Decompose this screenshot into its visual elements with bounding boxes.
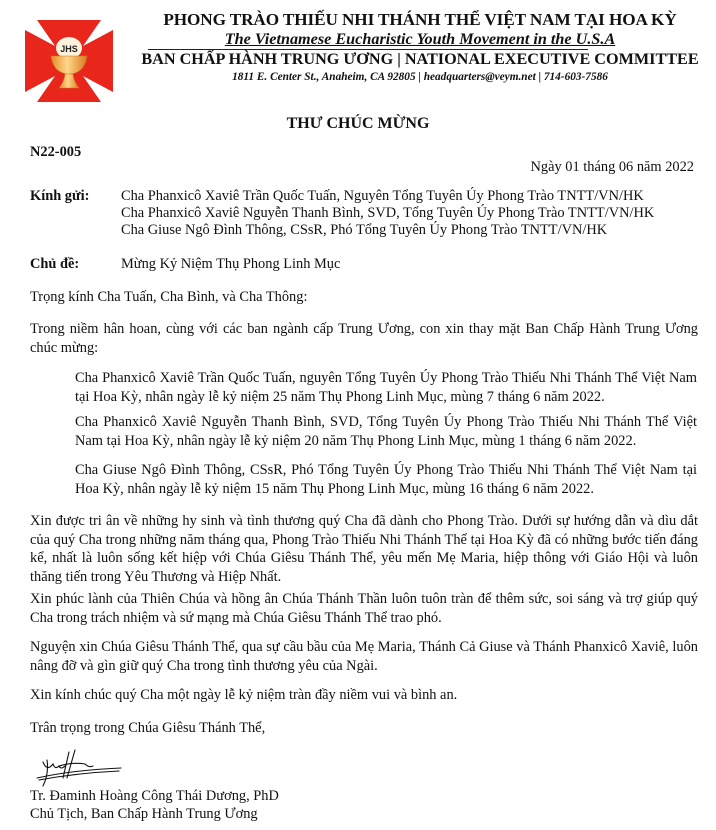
- jhs-chalice-cross-logo: [25, 20, 113, 102]
- recipient: Cha Phanxicô Xaviê Nguyễn Thanh Bình, SVD, Tổng Tuyên Úy Phong Trào TNTT/VN/HK: [121, 205, 655, 221]
- recipient: Cha Phanxicô Xaviê Trần Quốc Tuấn, Nguyên Tổng Tuyên Úy Phong Trào TNTT/VN/HK: [121, 188, 644, 204]
- congrats-item: Cha Giuse Ngô Đình Thông, CSsR, Phó Tổng Tuyên Úy Phong Trào Thiếu Nhi Thánh Thể Việt Nam tại Hoa Kỳ, nhân ngày lễ kỷ niệm 15 năm Thụ Phong Linh Mục, mùng 16 tháng 6 năm 2022.: [75, 462, 697, 497]
- contact-line: 1811 E. Center St., Anaheim, CA 92805 | headquarters@veym.net | 714-603-7586: [232, 71, 608, 83]
- org-name-vi: PHONG TRÀO THIẾU NHI THÁNH THỂ VIỆT NAM TẠI HOA KỲ: [163, 10, 677, 29]
- closing-line: Trân trọng trong Chúa Giêsu Thánh Thể,: [30, 720, 266, 736]
- signer-block: [30, 788, 279, 823]
- handwritten-signature: [33, 748, 123, 788]
- intro-paragraph: Trong niềm hân hoan, cùng với các ban ngành cấp Trung Ương, con xin thay mặt Ban Chấp Hành Trung Ương chúc mừng:: [30, 321, 698, 356]
- congrats-item: Cha Phanxicô Xaviê Trần Quốc Tuấn, nguyên Tổng Tuyên Úy Phong Trào Thiếu Nhi Thánh Thể Việt Nam tại Hoa Kỳ, nhân ngày lễ kỷ niệm 25 năm Thụ Phong Linh Mục, mùng 7 tháng 6 năm 2022.: [75, 370, 697, 405]
- congrats-item: Cha Phanxicô Xaviê Nguyễn Thanh Bình, SVD, Tổng Tuyên Úy Phong Trào Thiếu Nhi Thánh Thể Việt Nam tại Hoa Kỳ, nhân ngày lễ kỷ niệm 20 năm Thụ Phong Linh Mục, mùng 1 tháng 6 năm 2022.: [75, 414, 697, 449]
- letter-date: Ngày 01 tháng 06 năm 2022: [530, 159, 694, 175]
- recipients-list: [121, 188, 654, 239]
- body-paragraph: Xin kính chúc quý Cha một ngày lễ kỷ niệm tràn đầy niềm vui và bình an.: [30, 687, 458, 703]
- org-name-en: The Vietnamese Eucharistic Youth Movement in the U.S.A: [224, 30, 616, 48]
- reference-number: N22-005: [30, 144, 82, 160]
- letter-title: THƯ CHÚC MỪNG: [286, 115, 430, 132]
- recipient: Cha Giuse Ngô Đình Thông, CSsR, Phó Tổng Tuyên Úy Phong Trào TNTT/VN/HK: [121, 222, 608, 238]
- body-paragraph: Nguyện xin Chúa Giêsu Thánh Thể, qua sự cầu bầu của Mẹ Maria, Thánh Cả Giuse và Thánh Phanxicô Xaviê, luôn nâng đỡ và gìn giữ quý Cha trong tình thương yêu của Ngài.: [30, 639, 698, 674]
- subject-label: Chủ đề:: [30, 256, 80, 272]
- subject-text: Mừng Kỷ Niệm Thụ Phong Linh Mục: [121, 256, 341, 272]
- committee-name: BAN CHẤP HÀNH TRUNG ƯƠNG | NATIONAL EXECUTIVE COMMITTEE: [141, 50, 699, 68]
- salutation: Trọng kính Cha Tuấn, Cha Bình, và Cha Thông:: [30, 289, 308, 305]
- to-label: Kính gửi:: [30, 188, 90, 204]
- signer-title: Chủ Tịch, Ban Chấp Hành Trung Ương: [30, 805, 258, 822]
- logo-jhs-text: JHS: [60, 44, 78, 54]
- body-paragraph: Xin được tri ân về những hy sinh và tình thương quý Cha đã dành cho Phong Trào. Dưới sự hướng dẫn và dìu dắt của quý Cha trong những năm tháng qua, Phong Trào Thiếu Nhi Thánh Thể tại Hoa Kỳ đã có những bước tiến đáng kể, nhất là luôn sống kết hiệp với Chúa Giêsu Thánh Thể, yêu mến Mẹ Maria, hiệp thông với Giáo Hội và luôn thăng tiến trong Yêu Thương và Hiệp Nhất.: [30, 513, 698, 585]
- signer-name: Tr. Đaminh Hoàng Công Thái Dương, PhD: [30, 788, 279, 804]
- body-paragraph: Xin phúc lành của Thiên Chúa và hồng ân Chúa Thánh Thần luôn tuôn tràn để thêm sức, soi sáng và trợ giúp quý Cha trong trách nhiệm và sứ mạng mà Chúa Giêsu Thánh Thể trao phó.: [30, 591, 698, 626]
